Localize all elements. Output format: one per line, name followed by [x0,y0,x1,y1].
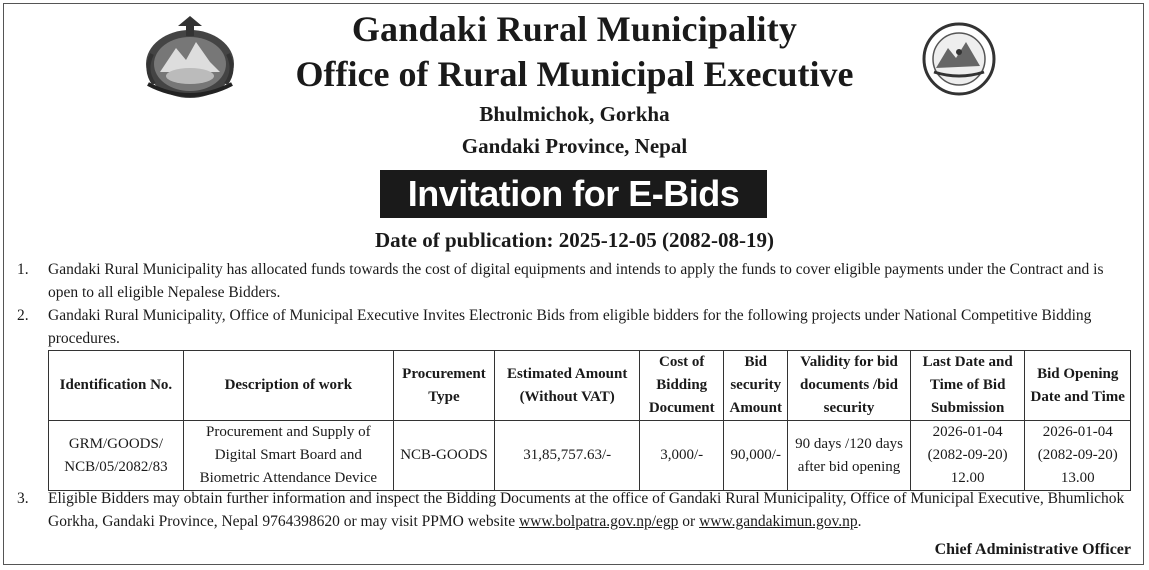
table-row [49,421,1131,491]
header-opening-date: Bid Opening Date and Time [1025,351,1131,421]
publication-date: Date of publication: 2025-12-05 (2082-08-19) [375,228,774,252]
paragraph-3-text: Eligible Bidders may obtain further information and inspect the Bidding Documents at the office of Gandaki Rural Municipality, Office of Municipal Executive, Bhumlichok Gorkha, Gandaki Province, Nepal 9764398620 or may visit PPMO website [48,490,1125,530]
header-last-date: Last Date and Time of Bid Submission [910,351,1025,421]
cell-validity: 90 days /120 days after bid opening [788,421,911,491]
bid-table [48,350,1131,491]
cell-cost-of-document: 3,000/- [640,421,724,491]
cell-last-date: 2026-01-04 (2082-09-20) 12.00 [910,421,1025,491]
cell-description: Procurement and Supply of Digital Smart Board and Biometric Attendance Device [183,421,393,491]
paragraph-2: Gandaki Rural Municipality, Office of Municipal Executive Invites Electronic Bids from eligible bidders for the following projects under National Competitive Bidding procedures. [48,307,1092,347]
signoff: Chief Administrative Officer [934,541,1131,558]
paragraph-3-end: . [857,513,862,530]
header-validity: Validity for bid documents /bid security [788,351,911,421]
address-line-2: Gandaki Province, Nepal [461,134,688,158]
paragraph-3-connector: or [678,513,700,530]
notice-heading: Invitation for E-Bids [380,170,767,218]
header-cost-of-document: Cost of Bidding Document [640,351,724,421]
paragraph-3 [48,487,1128,533]
office-name: Office of Rural Municipal Executive [295,54,854,94]
header-bid-security: Bid security Amount [724,351,788,421]
header-procurement-type: Procurement Type [393,351,494,421]
table-header-row [49,351,1131,421]
cell-identification-no: GRM/GOODS/ NCB/05/2082/83 [49,421,184,491]
cell-procurement-type: NCB-GOODS [393,421,494,491]
bolpatra-link[interactable]: www.bolpatra.gov.np/egp [518,513,679,530]
header-identification-no: Identification No. [49,351,184,421]
address-line-1: Bhulmichok, Gorkha [479,102,670,126]
municipality-website-link[interactable]: www.gandakimun.gov.np [699,513,858,530]
paragraph-1: Gandaki Rural Municipality has allocated funds towards the cost of digital equipments and intends to apply the funds to cover eligible payments under the Contract and is open to all eligible Nepalese Bidders. [48,261,1104,301]
header-description: Description of work [183,351,393,421]
cell-opening-date: 2026-01-04 (2082-09-20) 13.00 [1025,421,1131,491]
cell-estimated-amount: 31,85,757.63/- [495,421,640,491]
municipality-name: Gandaki Rural Municipality [351,9,798,49]
paragraph-2-number: 2. [17,307,29,324]
cell-bid-security: 90,000/- [724,421,788,491]
paragraph-3-number: 3. [17,490,29,507]
header-estimated-amount: Estimated Amount (Without VAT) [495,351,640,421]
paragraph-1-number: 1. [17,261,29,278]
